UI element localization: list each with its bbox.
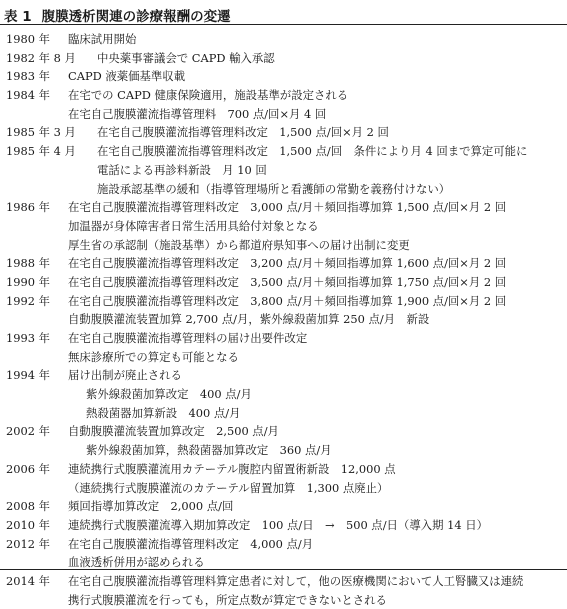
row-year: 1992 年 — [6, 293, 50, 308]
row-text: 在宅自己腹膜灌流指導管理料算定患者に対して，他の医療機関において人工腎臓又は連続 — [68, 573, 524, 588]
row-year: 1983 年 — [6, 69, 50, 84]
row-text: （連続携行式腹膜灌流のカテーテル留置加算 1,300 点廃止） — [68, 480, 389, 495]
table-row — [0, 161, 567, 180]
row-text: CAPD 液薬価基準収載 — [68, 69, 186, 84]
row-text: 在宅自己腹膜灌流指導管理料改定 1,500 点/回×月 2 回 — [97, 125, 389, 140]
table-row — [0, 479, 567, 498]
row-year: 1982 年 8 月 — [6, 50, 76, 65]
table-row — [0, 591, 567, 609]
row-year: 2002 年 — [6, 424, 50, 439]
table-row — [0, 30, 567, 49]
row-year: 1988 年 — [6, 256, 50, 271]
row-year: 1986 年 — [6, 200, 50, 215]
table-row — [0, 105, 567, 124]
row-text: 厚生省の承認制（施設基準）から都道府県知事への届け出制に変更 — [68, 237, 410, 252]
row-year: 2008 年 — [6, 499, 50, 514]
table-row — [0, 67, 567, 86]
row-text: 中央薬事審議会で CAPD 輸入承認 — [97, 50, 275, 65]
row-text: 頻回指導加算改定 2,000 点/回 — [68, 499, 234, 514]
table-row — [0, 497, 567, 516]
row-year: 2006 年 — [6, 461, 50, 476]
table-row — [0, 292, 567, 311]
row-text: 自動腹膜灌流装置加算改定 2,500 点/月 — [68, 424, 279, 439]
row-text: 携行式腹膜灌流を行っても，所定点数が算定できないとされる — [68, 592, 387, 607]
row-text: 自動腹膜灌流装置加算 2,700 点/月，紫外線殺菌加算 250 点/月 新設 — [68, 312, 430, 327]
table-body — [0, 30, 567, 609]
row-text: 在宅自己腹膜灌流指導管理料改定 3,000 点/月＋頻回指導加算 1,500 点/回×月 2 回 — [68, 200, 507, 215]
row-text: 届け出制が廃止される — [68, 368, 182, 383]
top-rule — [0, 24, 567, 25]
table-label: 表 1 — [4, 9, 32, 25]
table-row — [0, 572, 567, 591]
row-text: 無床診療所での算定も可能となる — [68, 349, 239, 364]
bottom-rule — [0, 569, 567, 570]
row-year: 2012 年 — [6, 536, 50, 551]
row-text: 施設承認基準の緩和（指導管理場所と看護師の常勤を義務付けない） — [97, 181, 451, 196]
row-text: 加温器が身体障害者日常生活用具給付対象となる — [68, 218, 319, 233]
row-year: 2010 年 — [6, 517, 50, 532]
row-text: 臨床試用開始 — [68, 32, 137, 46]
row-text: 連続携行式腹膜灌流用カテーテル腹腔内留置術新設 12,000 点 — [68, 461, 396, 476]
row-year: 1980 年 — [6, 32, 50, 46]
row-text: 在宅での CAPD 健康保険適用，施設基準が設定される — [68, 88, 349, 103]
table-row — [0, 123, 567, 142]
table-row — [0, 273, 567, 292]
table-row — [0, 460, 567, 479]
table-row — [0, 217, 567, 236]
table-row — [0, 198, 567, 217]
row-year: 1993 年 — [6, 331, 50, 345]
row-text: 在宅自己腹膜灌流指導管理料の届け出要件改定 — [68, 331, 308, 345]
table-row — [0, 86, 567, 105]
table-row — [0, 180, 567, 199]
row-year: 2014 年 — [6, 573, 50, 588]
table-row — [0, 329, 567, 348]
row-text: 在宅自己腹膜灌流指導管理料改定 3,500 点/月＋頻回指導加算 1,750 点/回×月 2 回 — [68, 274, 507, 289]
table-row — [0, 535, 567, 554]
row-year: 1985 年 4 月 — [6, 144, 76, 159]
row-year: 1985 年 3 月 — [6, 125, 76, 140]
table-row — [0, 348, 567, 367]
row-text: 電話による再診料新設 月 10 回 — [97, 162, 267, 177]
table-row — [0, 254, 567, 273]
row-text: 熱殺菌器加算新設 400 点/月 — [86, 405, 241, 420]
table-row — [0, 422, 567, 441]
table-row — [0, 49, 567, 68]
row-text: 在宅自己腹膜灌流指導管理料 700 点/回×月 4 回 — [68, 106, 327, 121]
table-title — [4, 5, 231, 25]
table-row — [0, 366, 567, 385]
row-year: 1994 年 — [6, 368, 50, 383]
row-text: 在宅自己腹膜灌流指導管理料改定 4,000 点/月 — [68, 536, 314, 551]
table-row — [0, 236, 567, 255]
table-caption: 腹膜透析関連の診療報酬の変遷 — [41, 9, 231, 25]
row-text: 在宅自己腹膜灌流指導管理料改定 3,800 点/月＋頻回指導加算 1,900 点/回×月 2 回 — [68, 293, 507, 308]
table-row — [0, 516, 567, 535]
row-text: 紫外線殺菌加算，熱殺菌器加算改定 360 点/月 — [86, 443, 332, 458]
row-text: 血液透析併用が認められる — [68, 555, 205, 570]
table-row — [0, 310, 567, 329]
row-year: 1984 年 — [6, 88, 50, 103]
row-text: 連続携行式腹膜灌流導入期加算改定 100 点/日 → 500 点/日（導入期 14 日） — [68, 517, 489, 532]
row-text: 在宅自己腹膜灌流指導管理料改定 1,500 点/回 条件により月 4 回まで算定可能に — [97, 144, 528, 159]
table-row — [0, 404, 567, 423]
row-year: 1990 年 — [6, 274, 50, 289]
table-row — [0, 385, 567, 404]
table-row — [0, 142, 567, 161]
row-text: 在宅自己腹膜灌流指導管理料改定 3,200 点/月＋頻回指導加算 1,600 点/回×月 2 回 — [68, 256, 507, 271]
row-text: 紫外線殺菌加算改定 400 点/月 — [86, 387, 252, 402]
table-row — [0, 441, 567, 460]
